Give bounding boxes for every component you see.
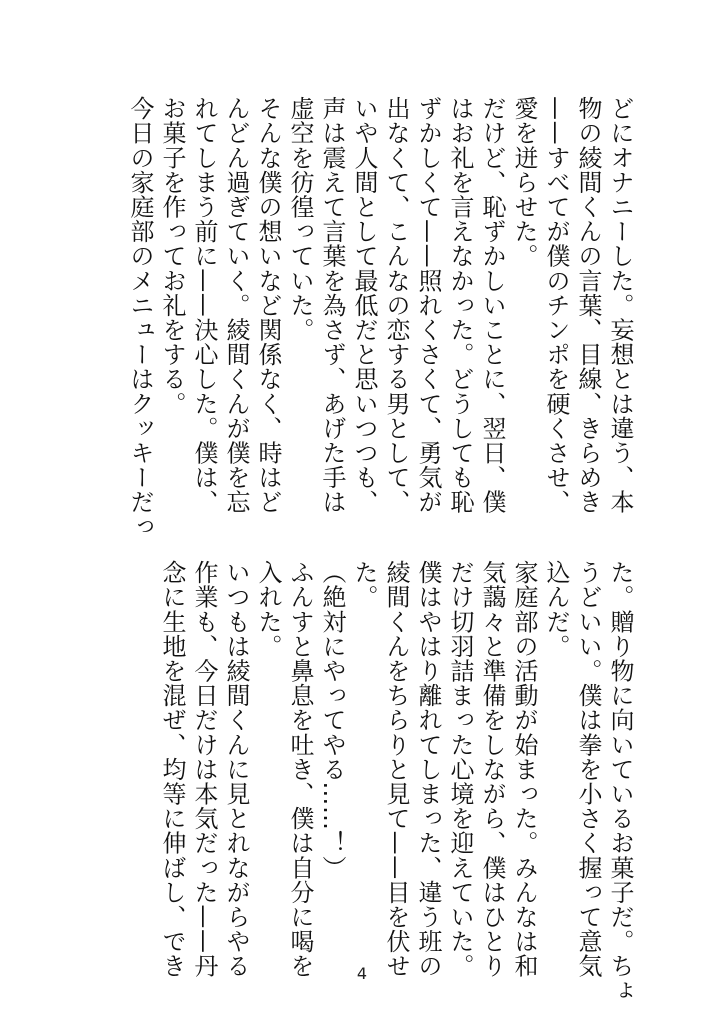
page-number: 4 bbox=[356, 964, 368, 983]
text-line: ふんすと鼻息を吐き、僕は自分に喝を bbox=[286, 560, 314, 979]
text-line: 念に生地を混ぜ、均等に伸ばし、でき bbox=[158, 560, 186, 979]
text-line: れてしまう前に——決心した。僕は、 bbox=[190, 96, 218, 515]
text-line: どにオナニーした。妄想とは違う、本 bbox=[606, 96, 634, 515]
text-line: いつもは綾間くんに見とれながらやる bbox=[222, 560, 250, 979]
text-line: 物の綾間くんの言葉、目線、きらめき bbox=[574, 96, 602, 515]
text-line: た。贈り物に向いているお菓子だ。ちょ bbox=[606, 560, 634, 1003]
text-line: 虚空を彷徨っていた。 bbox=[286, 96, 314, 342]
top-text-block bbox=[92, 96, 636, 539]
text-line: 家庭部の活動が始まった。みんなは和 bbox=[510, 560, 538, 979]
text-line: 込んだ。 bbox=[542, 560, 570, 659]
text-line: 作業も、今日だけは本気だった——丹 bbox=[190, 560, 218, 979]
text-line: 僕はやはり離れてしまった、違う班の bbox=[414, 560, 442, 979]
text-line: だけ切羽詰まった心境を迎えていた。 bbox=[446, 560, 474, 979]
text-line: んどん過ぎていく。綾間くんが僕を忘 bbox=[222, 96, 250, 515]
text-line: ずかしくて——照れくさくて、勇気が bbox=[414, 96, 442, 515]
text-line: 今日の家庭部のメニューはクッキーだっ bbox=[126, 96, 154, 539]
text-line: （絶対にやってやる……！） bbox=[318, 560, 346, 880]
text-line: いや人間として最低だと思いつつも、 bbox=[350, 96, 378, 515]
text-line: 入れた。 bbox=[254, 560, 282, 659]
bottom-text-block bbox=[92, 560, 636, 1003]
text-line: 愛を迸らせた。 bbox=[510, 96, 538, 269]
text-line: ——すべてが僕のチンポを硬くさせ、 bbox=[542, 96, 570, 515]
text-line: そんな僕の想いなど関係なく、時はど bbox=[254, 96, 282, 515]
text-line: 出なくて、こんなの恋する男として、 bbox=[382, 96, 410, 515]
text-line: はお礼を言えなかった。どうしても恥 bbox=[446, 96, 474, 515]
text-line: うどいい。僕は拳を小さく握って意気 bbox=[574, 560, 602, 979]
text-line: だけど、恥ずかしいことに、翌日、僕 bbox=[478, 96, 506, 515]
text-line: 気藹々と準備をしながら、僕はひとり bbox=[478, 560, 506, 979]
text-line: 声は震えて言葉を為さず、あげた手は bbox=[318, 96, 346, 515]
text-line: 綾間くんをちらりと見て——目を伏せ bbox=[382, 560, 410, 979]
text-line: た。 bbox=[350, 560, 378, 610]
text-line: お菓子を作ってお礼をする。 bbox=[158, 96, 186, 416]
